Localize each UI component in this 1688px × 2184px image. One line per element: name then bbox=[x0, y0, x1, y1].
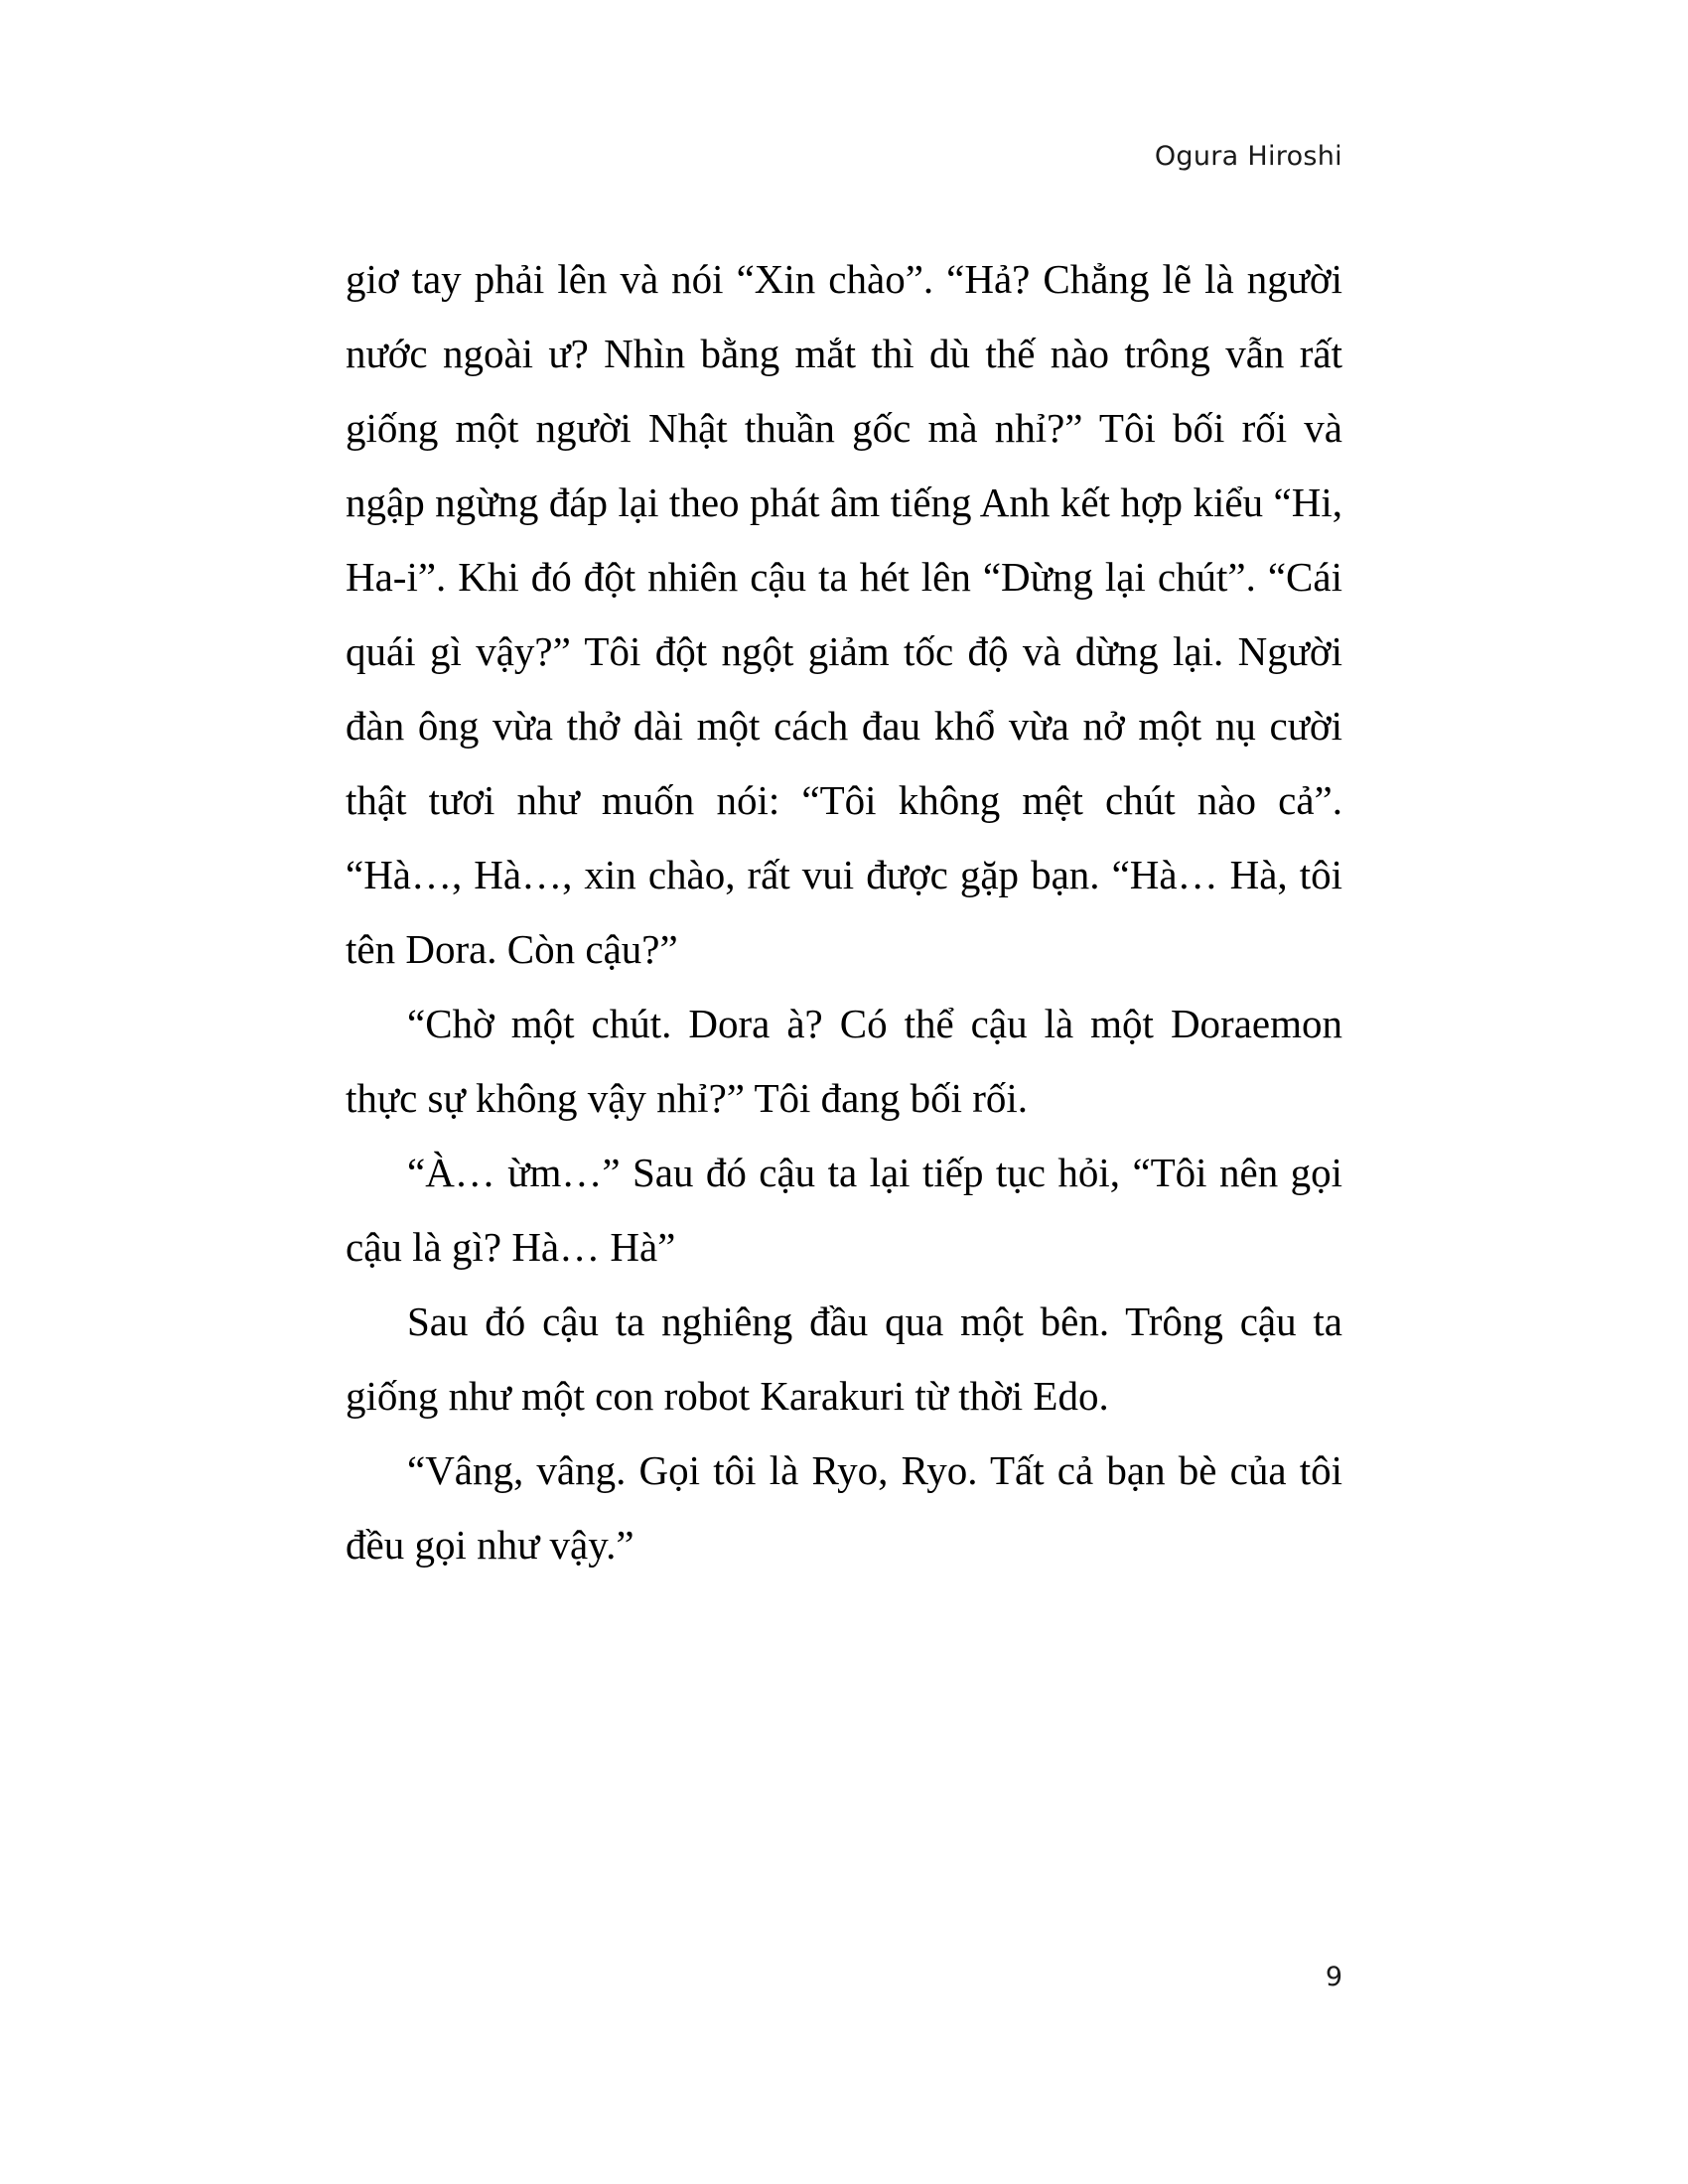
paragraph: “À… ừm…” Sau đó cậu ta lại tiếp tục hỏi, “Tôi nên gọi cậu là gì? Hà… Hà” bbox=[346, 1150, 1342, 1270]
paragraph: “Chờ một chút. Dora à? Có thể cậu là một Doraemon thực sự không vậy nhỉ?” Tôi đang bối rối. bbox=[346, 1001, 1342, 1121]
paragraph: giơ tay phải lên và nói “Xin chào”. “Hả? Chẳng lẽ là người nước ngoài ư? Nhìn bằng mắt thì dù thế nào trông vẫn rất giống một người Nhật thuần gốc mà nhỉ?” Tôi bối rối và ngập ngừng đáp lại theo phát âm tiếng Anh kết hợp kiểu “Hi, Ha-i”. Khi đó đột nhiên cậu ta hét lên “Dừng lại chút”. “Cái quái gì vậy?” Tôi đột ngột giảm tốc độ và dừng lại. Người đàn ông vừa thở dài một cách đau khổ vừa nở một nụ cười thật tươi như muốn nói: “Tôi không mệt chút nào cả”. “Hà…, Hà…, xin chào, rất vui được gặp bạn. “Hà… Hà, tôi tên Dora. Còn cậu?” bbox=[346, 256, 1342, 972]
paragraph: “Vâng, vâng. Gọi tôi là Ryo, Ryo. Tất cả bạn bè của tôi đều gọi như vậy.” bbox=[346, 1447, 1342, 1568]
page-number: 9 bbox=[1325, 1962, 1342, 1992]
running-head-author: Ogura Hiroshi bbox=[1154, 141, 1342, 172]
body-text-column bbox=[346, 242, 1342, 1582]
paragraph: Sau đó cậu ta nghiêng đầu qua một bên. Trông cậu ta giống như một con robot Karakuri từ thời Edo. bbox=[346, 1298, 1342, 1419]
